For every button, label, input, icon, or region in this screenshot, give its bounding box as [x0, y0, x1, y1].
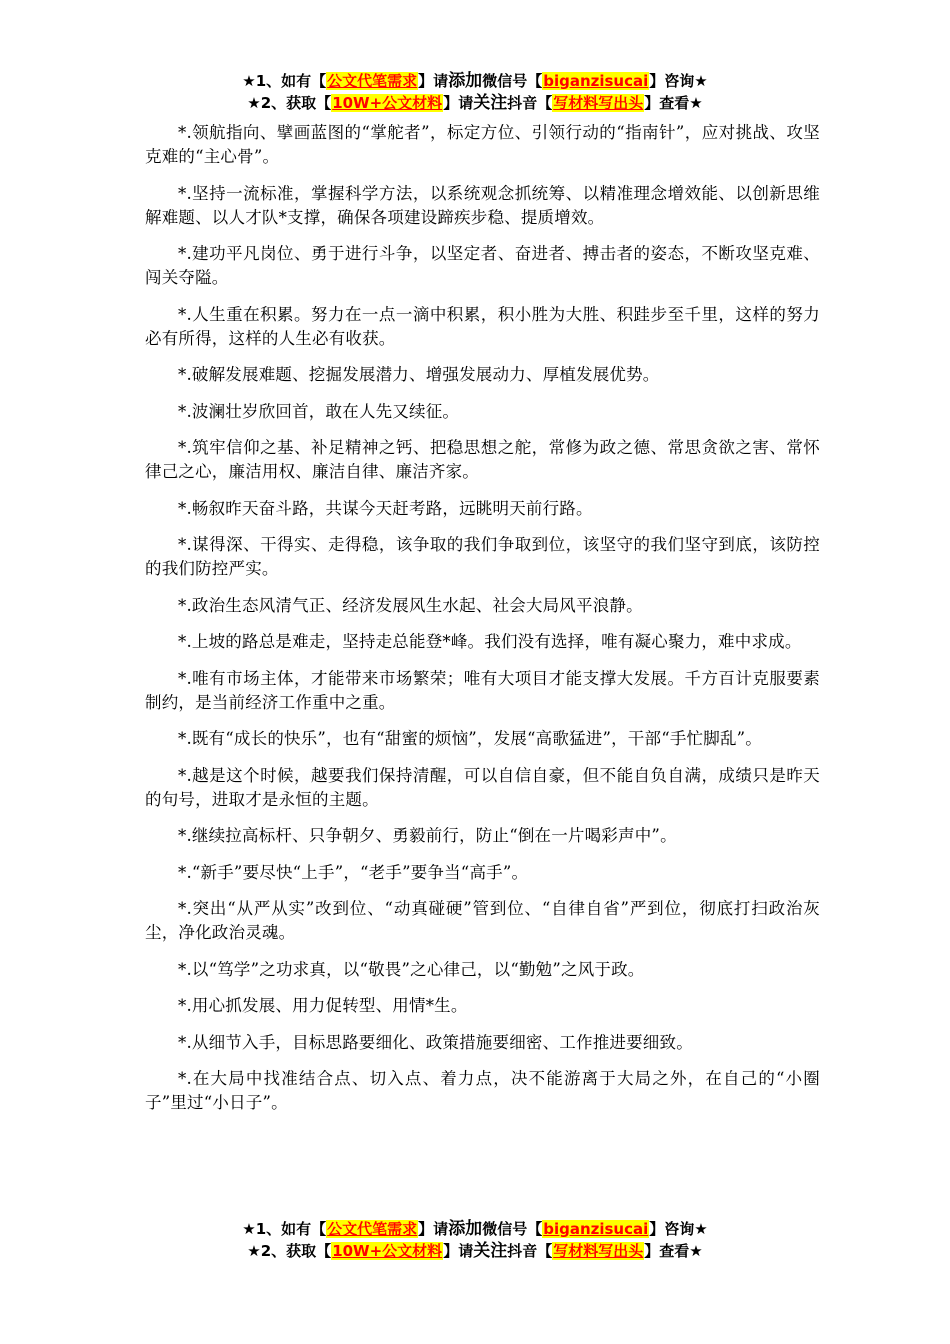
banner-line-1: ★1、如有【公文代笔需求】请添加微信号【biganzisucai】咨询★ — [242, 1219, 708, 1239]
paragraph: *.从细节入手，目标思路要细化、政策措施要细密、工作推进要细致。 — [178, 1032, 693, 1052]
banner-line-1: ★1、如有【公文代笔需求】请添加微信号【biganzisucai】咨询★ — [242, 71, 708, 91]
banner-line-2: ★2、获取【10W+公文材料】请关注抖音【写材料写出头】查看★ — [247, 1241, 703, 1261]
paragraph: *.破解发展难题、挖掘发展潜力、增强发展动力、厚植发展优势。 — [178, 365, 660, 384]
paragraph: *.上坡的路总是难走，坚持走总能登*峰。我们没有选择，唯有凝心聚力，难中求成。 — [178, 632, 802, 651]
paragraph: *.筑牢信仰之基、补足精神之钙、把稳思想之舵，常修为政之德、常思贪欲之害、常怀律己之心，廉洁用权、廉洁自律、廉洁齐家。 — [145, 438, 820, 481]
paragraph: *.人生重在积累。努力在一点一滴中积累，积小胜为大胜、积跬步至千里，这样的努力必有所得，这样的人生必有收获。 — [145, 304, 820, 348]
paragraph: *.“新手”要尽快“上手”，“老手”要争当“高手”。 — [178, 862, 529, 882]
paragraph: *.畅叙昨天奋斗路，共谋今天赶考路，远眺明天前行路。 — [178, 498, 593, 518]
paragraph: *.坚持一流标准，掌握科学方法，以系统观念抓统筹、以精准理念增效能、以创新思维解难题、以人才队*支撑，确保各项建设蹄疾步稳、提质增效。 — [145, 183, 820, 227]
highlight-materials: 10W+公文材料 — [332, 94, 443, 112]
paragraph: *.唯有市场主体，才能带来市场繁荣；唯有大项目才能支撑大发展。千方百计克服要素制约，是当前经济工作重中之重。 — [145, 668, 820, 712]
paragraph: *.越是这个时候，越要我们保持清醒，可以自信自豪，但不能自负自满，成绩只是昨天的句号，进取才是永恒的主题。 — [145, 765, 820, 809]
paragraph: *.既有“成长的快乐”，也有“甜蜜的烦恼”，发展“高歌猛进”，干部“手忙脚乱”。 — [178, 729, 762, 748]
banner-line-2: ★2、获取【10W+公文材料】请关注抖音【写材料写出头】查看★ — [247, 93, 703, 113]
paragraph: *.谋得深、干得实、走得稳，该争取的我们争取到位，该坚守的我们坚守到底，该防控的我们防控严实。 — [145, 535, 820, 578]
highlight-douyin-account: 写材料写出头 — [553, 94, 644, 112]
document-body — [145, 121, 820, 1128]
paragraph: *.政治生态风清气正、经济发展风生水起、社会大局风平浪静。 — [178, 595, 643, 615]
highlight-service: 公文代笔需求 — [327, 72, 418, 90]
highlight-douyin-account: 写材料写出头 — [553, 1242, 644, 1260]
highlight-materials: 10W+公文材料 — [332, 1242, 443, 1260]
highlight-wechat-id: biganzisucai — [543, 1220, 649, 1238]
paragraph: *.波澜壮岁欣回首，敢在人先又续征。 — [178, 401, 460, 421]
paragraph: *.以“笃学”之功求真，以“敬畏”之心律己，以“勤勉”之风于政。 — [178, 959, 645, 979]
paragraph: *.突出“从严从实”改到位、“动真碰硬”管到位、“自律自省”严到位，彻底打扫政治灰尘，净化政治灵魂。 — [145, 899, 820, 942]
paragraph: *.在大局中找准结合点、切入点、着力点，决不能游离于大局之外，在自己的“小圈子”里过“小日子”。 — [145, 1069, 820, 1112]
header-banner — [0, 70, 950, 114]
highlight-wechat-id: biganzisucai — [543, 72, 649, 90]
paragraph: *.建功平凡岗位、勇于进行斗争，以坚定者、奋进者、搏击者的姿态，不断攻坚克难、闯关夺隘。 — [145, 244, 820, 287]
highlight-service: 公文代笔需求 — [327, 1220, 418, 1238]
paragraph: *.继续拉高标杆、只争朝夕、勇毅前行，防止“倒在一片喝彩声中”。 — [178, 826, 677, 845]
footer-banner — [0, 1218, 950, 1262]
paragraph: *.领航指向、擘画蓝图的“掌舵者”，标定方位、引领行动的“指南针”，应对挑战、攻坚克难的“主心骨”。 — [145, 123, 820, 166]
paragraph: *.用心抓发展、用力促转型、用情*生。 — [178, 996, 468, 1015]
